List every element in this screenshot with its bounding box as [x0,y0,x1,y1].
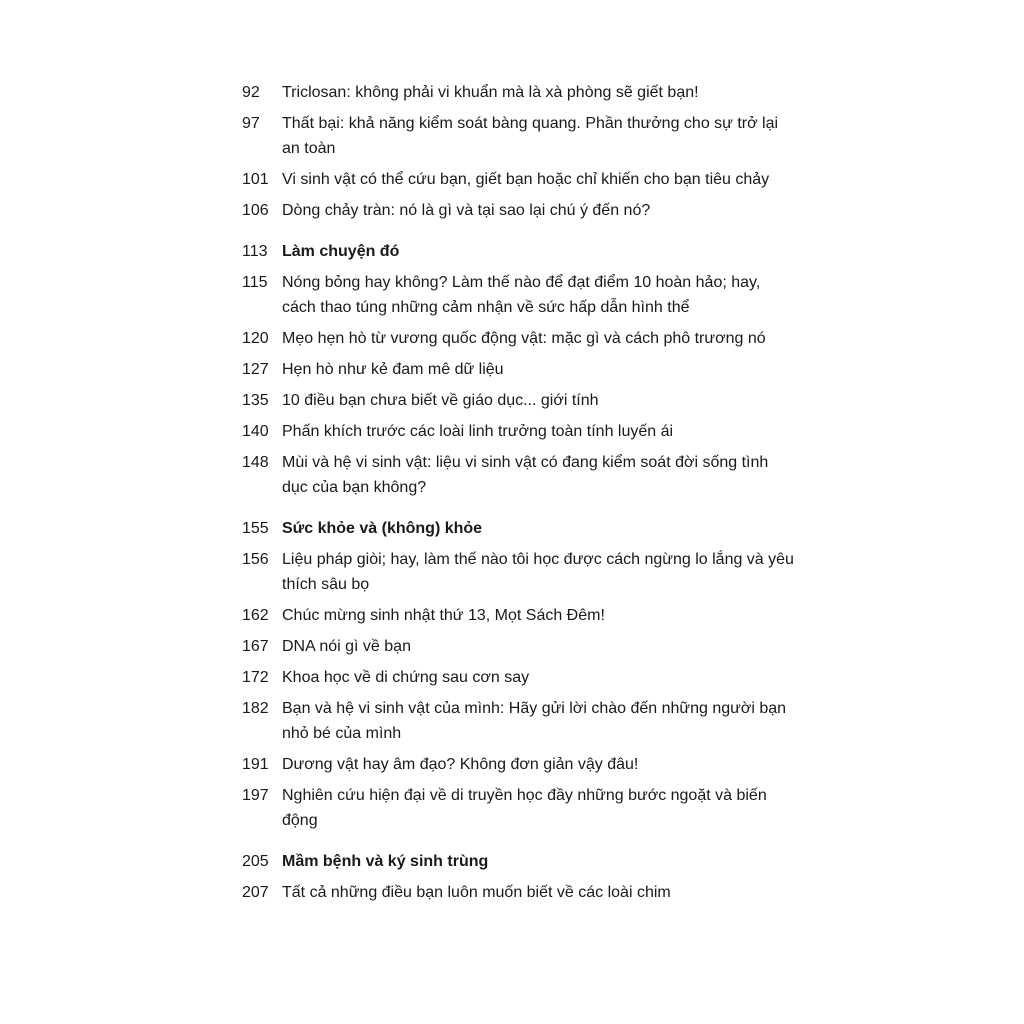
toc-entry-title: Tất cả những điều bạn luôn muốn biết về các loài chim [282,884,671,901]
toc-entry [242,450,802,500]
toc-section-title: Mầm bệnh và ký sinh trùng [282,853,489,870]
toc-section-title: Làm chuyện đó [282,243,400,260]
toc-page-number: 207 [242,884,269,901]
toc-entry [242,603,802,628]
toc-entry [242,880,802,905]
toc-entry-title: Liệu pháp giòi; hay, làm thế nào tôi học được cách ngừng lo lắng và yêu thích sâu bọ [282,551,794,593]
toc-entry [242,167,802,192]
toc-entry-title: Phấn khích trước các loài linh trưởng toàn tính luyến ái [282,423,674,440]
toc-entry-title: Nghiên cứu hiện đại về di truyền học đầy những bước ngoặt và biến động [282,787,767,829]
toc-page-number: 106 [242,202,269,219]
toc-page-number: 120 [242,330,269,347]
toc-page-number: 148 [242,454,269,471]
toc-page-number: 97 [242,115,260,132]
toc-entry [242,111,802,161]
toc-entry [242,419,802,444]
toc-entry-title: Thất bại: khả năng kiểm soát bàng quang. Phần thưởng cho sự trở lại an toàn [282,115,779,157]
toc-entry [242,752,802,777]
table-of-contents [242,80,802,911]
toc-entry-title: Mùi và hệ vi sinh vật: liệu vi sinh vật có đang kiểm soát đời sống tình dục của bạn không? [282,454,769,496]
toc-entry-title: Dương vật hay âm đạo? Không đơn giản vậy đâu! [282,756,639,773]
toc-page-number: 205 [242,853,269,870]
toc-entry-title: Triclosan: không phải vi khuẩn mà là xà phòng sẽ giết bạn! [282,84,699,101]
toc-entry [242,357,802,382]
toc-entry-title: Mẹo hẹn hò từ vương quốc động vật: mặc gì và cách phô trương nó [282,330,766,347]
toc-page-number: 127 [242,361,269,378]
toc-entry-title: Khoa học về di chứng sau cơn say [282,669,530,686]
toc-entry [242,326,802,351]
toc-entry [242,665,802,690]
toc-page-number: 115 [242,274,268,291]
toc-page-number: 155 [242,520,269,537]
toc-entry [242,547,802,597]
toc-page-number: 156 [242,551,269,568]
toc-page-number: 191 [242,756,269,773]
toc-page-number: 92 [242,84,260,101]
toc-page-number: 172 [242,669,269,686]
toc-entry [242,198,802,223]
toc-page-number: 135 [242,392,269,409]
toc-entry-title: 10 điều bạn chưa biết về giáo dục... giới tính [282,392,599,409]
toc-entry [242,783,802,833]
toc-entry-title: DNA nói gì về bạn [282,638,411,655]
toc-entry-title: Dòng chảy tràn: nó là gì và tại sao lại chú ý đến nó? [282,202,651,219]
toc-page-number: 167 [242,638,269,655]
toc-section-heading [242,849,802,874]
toc-entry [242,80,802,105]
toc-page-number: 197 [242,787,269,804]
toc-entry-title: Vi sinh vật có thể cứu bạn, giết bạn hoặc chỉ khiến cho bạn tiêu chảy [282,171,770,188]
toc-entry [242,270,802,320]
toc-page-number: 101 [242,171,269,188]
toc-section-heading [242,239,802,264]
toc-entry-title: Nóng bỏng hay không? Làm thế nào để đạt điểm 10 hoàn hảo; hay, cách thao túng những cảm nhận về sức hấp dẫn hình thể [282,274,761,316]
toc-entry [242,634,802,659]
toc-entry-title: Bạn và hệ vi sinh vật của mình: Hãy gửi lời chào đến những người bạn nhỏ bé của mình [282,700,787,742]
toc-entry [242,388,802,413]
toc-page-number: 113 [242,243,268,260]
toc-section-heading [242,516,802,541]
toc-page-number: 162 [242,607,269,624]
toc-section-title: Sức khỏe và (không) khỏe [282,520,483,537]
toc-page-number: 182 [242,700,269,717]
toc-entry-title: Chúc mừng sinh nhật thứ 13, Mọt Sách Đêm! [282,607,605,624]
toc-entry [242,696,802,746]
toc-page-number: 140 [242,423,269,440]
toc-entry-title: Hẹn hò như kẻ đam mê dữ liệu [282,361,504,378]
